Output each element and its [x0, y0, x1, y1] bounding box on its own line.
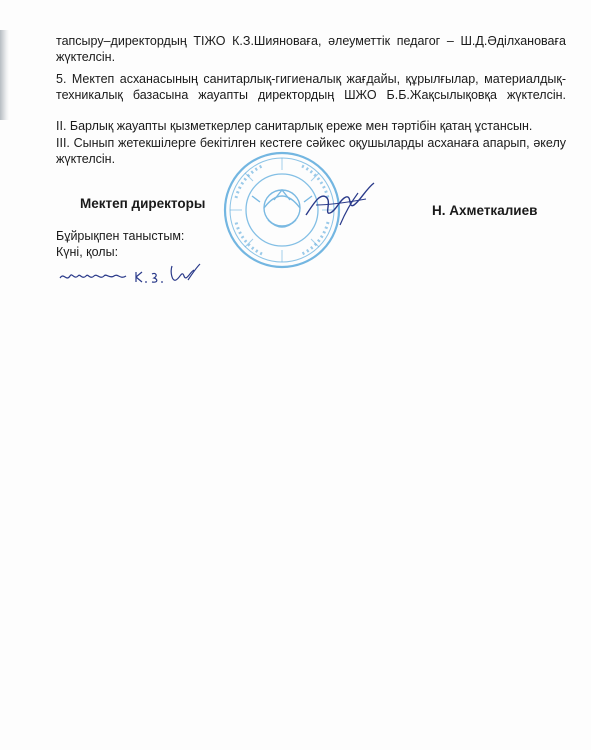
director-title: Мектеп директоры: [80, 196, 206, 211]
director-signature: [300, 175, 380, 235]
paragraph-section-ii: II. Барлық жауапты қызметкерлер санитарлық ереже мен тәртібін қатаң ұстансын.: [56, 119, 533, 133]
acknowledged-label: Бұйрықпен таныстым:: [56, 229, 185, 243]
paragraph-item-5: 5. Мектеп асханасының санитарлық-гигиеналық жағдайы, құрылғылар, материалдық-техникалық базасына жауапты директордың ШЖО Б.Б.Жақсылықовқа жүктелсін.: [56, 72, 566, 102]
date-signature-label: Күні, қолы:: [56, 245, 119, 259]
handwritten-acknowledgement: [56, 262, 206, 290]
paragraph-section-iii: III. Сынып жетекшілерге бекітілген кестеге сәйкес оқушыларды асханаға апарып, әкелу жүктелсін.: [56, 136, 566, 166]
scan-shadow: [0, 30, 9, 120]
paragraph-assignment-continuation: тапсыру–директордың ТІЖО К.З.Шияноваға, әлеуметтік педагог – Ш.Д.Әділхановаға жүктелсін.: [56, 34, 566, 64]
director-name: Н. Ахметкалиев: [432, 203, 538, 218]
